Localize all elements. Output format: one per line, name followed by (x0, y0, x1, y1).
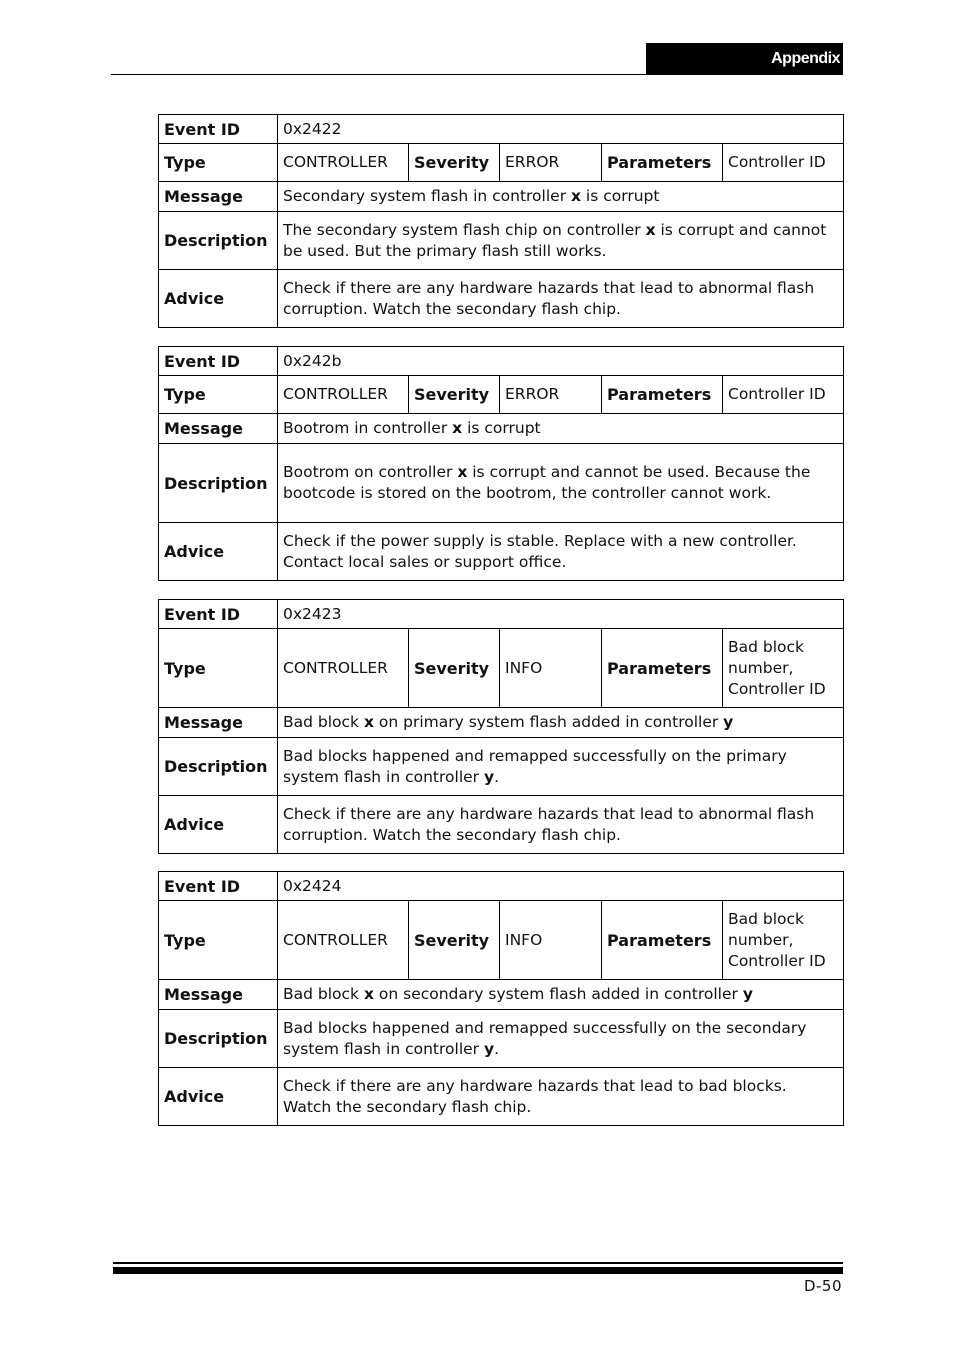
advice-label: Advice (159, 270, 278, 328)
type-row (159, 376, 844, 414)
advice-row (159, 270, 844, 328)
section-header-tab (646, 43, 843, 75)
event-id-value: 0x2422 (278, 115, 844, 144)
severity-value: INFO (500, 901, 602, 980)
advice-value: Check if there are any hardware hazards that lead to abnormal flash corruption. Watch the secondary flash chip. (278, 270, 844, 328)
message-row (159, 414, 844, 444)
footer-bar (113, 1267, 843, 1274)
advice-label: Advice (159, 523, 278, 581)
event-id-value: 0x2424 (278, 872, 844, 901)
severity-label: Severity (409, 144, 500, 182)
description-label: Description (159, 212, 278, 270)
parameters-label: Parameters (602, 629, 723, 708)
message-row (159, 980, 844, 1010)
message-value: Secondary system flash in controller x is corrupt (278, 182, 844, 212)
parameters-value: Controller ID (723, 144, 844, 182)
description-row (159, 1010, 844, 1068)
description-label: Description (159, 444, 278, 523)
event-id-label: Event ID (159, 872, 278, 901)
severity-value: INFO (500, 629, 602, 708)
parameters-value: Bad block number, Controller ID (723, 901, 844, 980)
message-label: Message (159, 414, 278, 444)
type-value: CONTROLLER (278, 376, 409, 414)
message-value: Bad block x on primary system flash added in controller y (278, 708, 844, 738)
severity-label: Severity (409, 629, 500, 708)
severity-label: Severity (409, 376, 500, 414)
advice-value: Check if there are any hardware hazards that lead to abnormal flash corruption. Watch the secondary flash chip. (278, 796, 844, 854)
event-id-row (159, 347, 844, 376)
message-value: Bootrom in controller x is corrupt (278, 414, 844, 444)
event-id-value: 0x242b (278, 347, 844, 376)
advice-value: Check if there are any hardware hazards that lead to bad blocks. Watch the secondary flash chip. (278, 1068, 844, 1126)
event-table (158, 346, 844, 581)
event-id-value: 0x2423 (278, 600, 844, 629)
parameters-value: Bad block number, Controller ID (723, 629, 844, 708)
message-label: Message (159, 708, 278, 738)
message-label: Message (159, 182, 278, 212)
type-row (159, 144, 844, 182)
event-id-label: Event ID (159, 600, 278, 629)
event-id-label: Event ID (159, 347, 278, 376)
type-label: Type (159, 144, 278, 182)
parameters-label: Parameters (602, 901, 723, 980)
event-id-row (159, 600, 844, 629)
severity-value: ERROR (500, 376, 602, 414)
section-title: Appendix (771, 50, 840, 67)
advice-row (159, 796, 844, 854)
type-row (159, 901, 844, 980)
description-value: Bad blocks happened and remapped successfully on the secondary system flash in controller y. (278, 1010, 844, 1068)
message-label: Message (159, 980, 278, 1010)
advice-row (159, 523, 844, 581)
type-row (159, 629, 844, 708)
event-id-row (159, 115, 844, 144)
description-value: Bootrom on controller x is corrupt and cannot be used. Because the bootcode is stored on the bootrom, the controller cannot work. (278, 444, 844, 523)
description-row (159, 212, 844, 270)
type-value: CONTROLLER (278, 901, 409, 980)
description-row (159, 444, 844, 523)
event-table (158, 114, 844, 328)
type-value: CONTROLLER (278, 629, 409, 708)
type-label: Type (159, 376, 278, 414)
type-label: Type (159, 901, 278, 980)
advice-label: Advice (159, 1068, 278, 1126)
parameters-label: Parameters (602, 144, 723, 182)
advice-value: Check if the power supply is stable. Replace with a new controller. Contact local sales or support office. (278, 523, 844, 581)
type-value: CONTROLLER (278, 144, 409, 182)
event-table (158, 599, 844, 854)
severity-value: ERROR (500, 144, 602, 182)
description-row (159, 738, 844, 796)
event-id-label: Event ID (159, 115, 278, 144)
type-label: Type (159, 629, 278, 708)
parameters-label: Parameters (602, 376, 723, 414)
advice-label: Advice (159, 796, 278, 854)
description-value: Bad blocks happened and remapped successfully on the primary system flash in controller y. (278, 738, 844, 796)
message-row (159, 708, 844, 738)
event-table (158, 871, 844, 1126)
event-id-row (159, 872, 844, 901)
description-label: Description (159, 1010, 278, 1068)
parameters-value: Controller ID (723, 376, 844, 414)
page-number: D-50 (803, 1277, 842, 1295)
description-label: Description (159, 738, 278, 796)
message-value: Bad block x on secondary system flash added in controller y (278, 980, 844, 1010)
message-row (159, 182, 844, 212)
description-value: The secondary system flash chip on controller x is corrupt and cannot be used. But the primary flash still works. (278, 212, 844, 270)
footer-rule (113, 1262, 843, 1264)
severity-label: Severity (409, 901, 500, 980)
advice-row (159, 1068, 844, 1126)
